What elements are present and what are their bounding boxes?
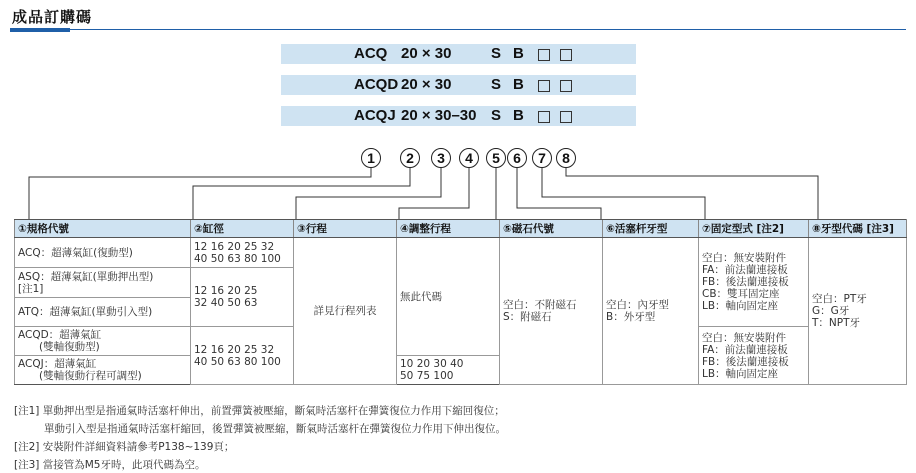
marker-5: 5 [486,148,506,168]
marker-2: 2 [400,148,420,168]
code-s-3: S [491,107,502,124]
bore-acq: 12 16 20 25 32 40 50 63 80 100 [191,238,294,268]
code-size-3: 20 × 30–30 [401,107,477,124]
note-2: [注2] 安裝附件詳細資料請參考P138~139頁； [14,441,235,453]
code-s-2: S [491,76,502,93]
page-title: 成品訂購碼 [12,8,93,26]
bore-acqd-acqj: 12 16 20 25 32 40 50 63 80 100 [191,327,294,385]
model-acq: ACQ：超薄氣缸(復動型) [15,238,191,268]
model-asq: ASQ：超薄氣缸(單動押出型) [注1] [15,268,191,298]
note-1: [注1] 單動押出型是指通氣時活塞杆伸出，前置彈簧被壓縮，斷氣時活塞杆在彈簧復位力作用下縮回復位； [14,405,505,417]
marker-3: 3 [431,148,451,168]
bore-asq-atq: 12 16 20 25 32 40 50 63 [191,268,294,327]
note-3: [注3] 當接管為M5牙時，此項代碼為空。 [14,459,206,471]
header-mount: ⑦固定型式 [注2] [699,220,809,238]
stroke-cell: 詳見行程列表 [294,238,397,385]
marker-8: 8 [556,148,576,168]
mount-cell-b: 空白：無安裝附件 FA：前法蘭連接板 FB：後法蘭連接板 LB：軸向固定座 [699,327,809,385]
code-s-1: S [491,45,502,62]
code-b-2: B [513,76,524,93]
table-row [15,238,907,268]
code-series-2: ACQD [354,76,399,93]
code-series-1: ACQ [354,45,388,62]
header-spec-code: ①規格代號 [15,220,191,238]
header-magnet: ⑤磁石代號 [500,220,603,238]
order-code-table [14,219,907,385]
thread-code-cell: 空白：PT牙 G：G牙 T：NPT牙 [809,238,907,385]
header-stroke: ③行程 [294,220,397,238]
model-acqd: ACQD：超薄氣缸 (雙軸復動型) [15,327,191,356]
marker-4: 4 [459,148,479,168]
model-atq: ATQ：超薄氣缸(單動引入型) [15,298,191,327]
code-size-2: 20 × 30 [401,76,452,93]
rod-thread-cell: 空白：內牙型 B：外牙型 [603,238,699,385]
marker-7: 7 [532,148,552,168]
header-thread-code: ⑧牙型代碼 [注3] [809,220,907,238]
header-bore: ②缸徑 [191,220,294,238]
table-header-row [15,220,907,238]
code-size-1: 20 × 30 [401,45,452,62]
header-rod-thread: ⑥活塞杆牙型 [603,220,699,238]
magnet-cell: 空白：不附磁石 S：附磁石 [500,238,603,385]
code-series-3: ACQJ [354,107,396,124]
marker-1: 1 [361,148,381,168]
code-b-3: B [513,107,524,124]
model-acqj: ACQJ：超薄氣缸 (雙軸復動行程可調型) [15,356,191,385]
marker-6: 6 [507,148,527,168]
note-1-cont: 單動引入型是指通氣時活塞杆縮回，後置彈簧被壓縮，斷氣時活塞杆在彈簧復位力作用下伸出復位。 [44,423,506,435]
adjust-values-cell: 10 20 30 40 50 75 100 [397,356,500,385]
adjust-none-cell: 無此代碼 [397,238,500,356]
code-b-1: B [513,45,524,62]
mount-cell-a: 空白：無安裝附件 FA：前法蘭連接板 FB：後法蘭連接板 CB：雙耳固定座 LB：軸向固定座 [699,238,809,327]
header-adjust-stroke: ④調整行程 [397,220,500,238]
